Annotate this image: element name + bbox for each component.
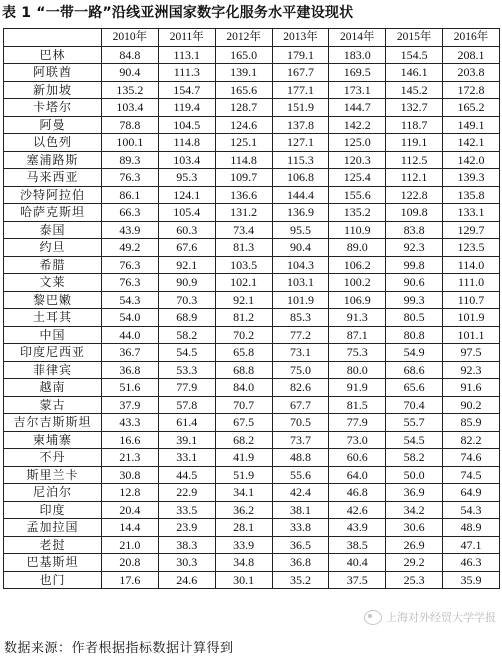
value-cell: 37.9 (102, 396, 159, 414)
value-cell: 36.8 (102, 361, 159, 379)
value-cell: 89.3 (102, 151, 159, 169)
value-cell: 38.1 (272, 501, 329, 519)
value-cell: 73.4 (215, 221, 272, 239)
value-cell: 115.3 (272, 151, 329, 169)
table-row (4, 396, 500, 414)
value-cell: 83.8 (386, 221, 443, 239)
country-cell: 吉尔吉斯斯坦 (4, 414, 102, 432)
country-cell: 塞浦路斯 (4, 151, 102, 169)
value-cell: 109.7 (215, 169, 272, 187)
table-row (4, 221, 500, 239)
value-cell: 91.9 (329, 379, 386, 397)
value-cell: 51.6 (102, 379, 159, 397)
value-cell: 70.7 (215, 396, 272, 414)
value-cell: 208.1 (443, 46, 500, 64)
table-row (4, 431, 500, 449)
value-cell: 30.1 (215, 571, 272, 589)
value-cell: 90.9 (158, 274, 215, 292)
value-cell: 54.3 (102, 291, 159, 309)
country-cell: 约旦 (4, 239, 102, 257)
value-cell: 67.7 (272, 396, 329, 414)
table-row (4, 239, 500, 257)
value-cell: 29.2 (386, 554, 443, 572)
value-cell: 36.2 (215, 501, 272, 519)
value-cell: 99.8 (386, 256, 443, 274)
value-cell: 123.5 (443, 239, 500, 257)
country-cell: 菲律宾 (4, 361, 102, 379)
value-cell: 26.9 (386, 536, 443, 554)
country-cell: 巴林 (4, 46, 102, 64)
value-cell: 142.0 (443, 151, 500, 169)
country-cell: 卡塔尔 (4, 99, 102, 117)
country-cell: 中国 (4, 326, 102, 344)
value-cell: 183.0 (329, 46, 386, 64)
value-cell: 37.5 (329, 571, 386, 589)
value-cell: 68.6 (386, 361, 443, 379)
table-row (4, 256, 500, 274)
value-cell: 131.2 (215, 204, 272, 222)
country-cell: 柬埔寨 (4, 431, 102, 449)
value-cell: 68.9 (158, 309, 215, 327)
country-cell: 孟加拉国 (4, 519, 102, 537)
value-cell: 66.3 (102, 204, 159, 222)
value-cell: 78.8 (102, 116, 159, 134)
country-cell: 黎巴嫩 (4, 291, 102, 309)
value-cell: 20.4 (102, 501, 159, 519)
value-cell: 30.3 (158, 554, 215, 572)
table-row (4, 379, 500, 397)
value-cell: 33.1 (158, 449, 215, 467)
value-cell: 85.9 (443, 414, 500, 432)
value-cell: 145.2 (386, 81, 443, 99)
table-row (4, 326, 500, 344)
value-cell: 58.2 (158, 326, 215, 344)
value-cell: 101.9 (272, 291, 329, 309)
value-cell: 40.4 (329, 554, 386, 572)
value-cell: 104.5 (158, 116, 215, 134)
column-header: 2013年 (272, 29, 329, 47)
country-cell: 土耳其 (4, 309, 102, 327)
wechat-icon (364, 610, 382, 625)
value-cell: 149.1 (443, 116, 500, 134)
country-cell: 新加坡 (4, 81, 102, 99)
value-cell: 76.3 (102, 169, 159, 187)
value-cell: 114.8 (158, 134, 215, 152)
value-cell: 102.1 (215, 274, 272, 292)
value-cell: 109.8 (386, 204, 443, 222)
value-cell: 84.0 (215, 379, 272, 397)
value-cell: 90.4 (102, 64, 159, 82)
value-cell: 80.8 (386, 326, 443, 344)
value-cell: 144.4 (272, 186, 329, 204)
value-cell: 33.8 (272, 519, 329, 537)
country-cell: 泰国 (4, 221, 102, 239)
value-cell: 127.1 (272, 134, 329, 152)
value-cell: 44.0 (102, 326, 159, 344)
value-cell: 103.1 (272, 274, 329, 292)
value-cell: 22.9 (158, 484, 215, 502)
value-cell: 103.4 (102, 99, 159, 117)
value-cell: 77.2 (272, 326, 329, 344)
value-cell: 154.7 (158, 81, 215, 99)
value-cell: 48.8 (272, 449, 329, 467)
column-header: 2014年 (329, 29, 386, 47)
value-cell: 144.7 (329, 99, 386, 117)
value-cell: 80.5 (386, 309, 443, 327)
country-cell: 斯里兰卡 (4, 466, 102, 484)
table-row (4, 274, 500, 292)
value-cell: 177.1 (272, 81, 329, 99)
value-cell: 21.0 (102, 536, 159, 554)
table-row (4, 519, 500, 537)
value-cell: 139.3 (443, 169, 500, 187)
value-cell: 95.5 (272, 221, 329, 239)
table-row (4, 484, 500, 502)
value-cell: 70.2 (215, 326, 272, 344)
country-cell: 尼泊尔 (4, 484, 102, 502)
value-cell: 136.9 (272, 204, 329, 222)
value-cell: 67.5 (215, 414, 272, 432)
value-cell: 54.9 (386, 344, 443, 362)
value-cell: 44.5 (158, 466, 215, 484)
value-cell: 80.0 (329, 361, 386, 379)
country-cell: 巴基斯坦 (4, 554, 102, 572)
table-row (4, 81, 500, 99)
table-row (4, 466, 500, 484)
value-cell: 33.5 (158, 501, 215, 519)
value-cell: 12.8 (102, 484, 159, 502)
column-header: 2015年 (386, 29, 443, 47)
table-row (4, 309, 500, 327)
value-cell: 124.1 (158, 186, 215, 204)
value-cell: 106.2 (329, 256, 386, 274)
country-cell: 印度尼西亚 (4, 344, 102, 362)
column-header (4, 29, 102, 47)
table-row (4, 64, 500, 82)
table-row (4, 169, 500, 187)
country-cell: 马来西亚 (4, 169, 102, 187)
value-cell: 42.6 (329, 501, 386, 519)
value-cell: 100.1 (102, 134, 159, 152)
value-cell: 60.3 (158, 221, 215, 239)
country-cell: 希腊 (4, 256, 102, 274)
value-cell: 114.8 (215, 151, 272, 169)
country-cell: 印度 (4, 501, 102, 519)
value-cell: 39.1 (158, 431, 215, 449)
value-cell: 55.6 (272, 466, 329, 484)
value-cell: 111.3 (158, 64, 215, 82)
value-cell: 70.3 (158, 291, 215, 309)
value-cell: 77.9 (329, 414, 386, 432)
value-cell: 34.8 (215, 554, 272, 572)
value-cell: 135.8 (443, 186, 500, 204)
value-cell: 30.8 (102, 466, 159, 484)
value-cell: 24.6 (158, 571, 215, 589)
value-cell: 73.7 (272, 431, 329, 449)
value-cell: 38.5 (329, 536, 386, 554)
value-cell: 76.3 (102, 256, 159, 274)
value-cell: 50.0 (386, 466, 443, 484)
column-header: 2016年 (443, 29, 500, 47)
value-cell: 137.8 (272, 116, 329, 134)
value-cell: 43.3 (102, 414, 159, 432)
value-cell: 43.9 (102, 221, 159, 239)
value-cell: 61.4 (158, 414, 215, 432)
table-row (4, 344, 500, 362)
value-cell: 125.1 (215, 134, 272, 152)
value-cell: 101.1 (443, 326, 500, 344)
value-cell: 36.8 (272, 554, 329, 572)
value-cell: 35.2 (272, 571, 329, 589)
value-cell: 172.8 (443, 81, 500, 99)
value-cell: 47.1 (443, 536, 500, 554)
value-cell: 73.0 (329, 431, 386, 449)
country-cell: 也门 (4, 571, 102, 589)
value-cell: 76.3 (102, 274, 159, 292)
table-row (4, 361, 500, 379)
value-cell: 97.5 (443, 344, 500, 362)
value-cell: 25.3 (386, 571, 443, 589)
value-cell: 122.8 (386, 186, 443, 204)
table-row (4, 501, 500, 519)
value-cell: 70.4 (386, 396, 443, 414)
value-cell: 35.9 (443, 571, 500, 589)
value-cell: 33.9 (215, 536, 272, 554)
value-cell: 105.4 (158, 204, 215, 222)
value-cell: 91.3 (329, 309, 386, 327)
value-cell: 146.1 (386, 64, 443, 82)
table-row (4, 554, 500, 572)
table-body (4, 46, 500, 589)
value-cell: 125.4 (329, 169, 386, 187)
value-cell: 128.7 (215, 99, 272, 117)
value-cell: 17.6 (102, 571, 159, 589)
value-cell: 173.1 (329, 81, 386, 99)
value-cell: 81.3 (215, 239, 272, 257)
country-cell: 蒙古 (4, 396, 102, 414)
column-header: 2010年 (102, 29, 159, 47)
value-cell: 155.6 (329, 186, 386, 204)
value-cell: 75.3 (329, 344, 386, 362)
table-row (4, 536, 500, 554)
value-cell: 36.7 (102, 344, 159, 362)
value-cell: 48.9 (443, 519, 500, 537)
value-cell: 41.9 (215, 449, 272, 467)
value-cell: 92.1 (215, 291, 272, 309)
value-cell: 84.8 (102, 46, 159, 64)
value-cell: 54.5 (386, 431, 443, 449)
value-cell: 74.6 (443, 449, 500, 467)
value-cell: 21.3 (102, 449, 159, 467)
data-table (3, 28, 500, 589)
column-header: 2011年 (158, 29, 215, 47)
value-cell: 34.1 (215, 484, 272, 502)
value-cell: 81.2 (215, 309, 272, 327)
value-cell: 120.3 (329, 151, 386, 169)
table-row (4, 186, 500, 204)
value-cell: 54.5 (158, 344, 215, 362)
value-cell: 112.5 (386, 151, 443, 169)
value-cell: 65.6 (386, 379, 443, 397)
value-cell: 28.1 (215, 519, 272, 537)
value-cell: 14.4 (102, 519, 159, 537)
value-cell: 106.8 (272, 169, 329, 187)
value-cell: 133.1 (443, 204, 500, 222)
value-cell: 112.1 (386, 169, 443, 187)
value-cell: 43.9 (329, 519, 386, 537)
value-cell: 55.7 (386, 414, 443, 432)
value-cell: 90.6 (386, 274, 443, 292)
value-cell: 54.0 (102, 309, 159, 327)
country-cell: 越南 (4, 379, 102, 397)
value-cell: 91.6 (443, 379, 500, 397)
value-cell: 85.3 (272, 309, 329, 327)
value-cell: 114.0 (443, 256, 500, 274)
value-cell: 64.9 (443, 484, 500, 502)
table-row (4, 151, 500, 169)
value-cell: 60.6 (329, 449, 386, 467)
watermark (364, 609, 496, 625)
value-cell: 135.2 (329, 204, 386, 222)
value-cell: 90.2 (443, 396, 500, 414)
value-cell: 64.0 (329, 466, 386, 484)
watermark-text: 上海对外经贸大学学报 (386, 611, 496, 624)
value-cell: 68.8 (215, 361, 272, 379)
value-cell: 49.2 (102, 239, 159, 257)
table-row (4, 46, 500, 64)
value-cell: 165.6 (215, 81, 272, 99)
value-cell: 111.0 (443, 274, 500, 292)
value-cell: 68.2 (215, 431, 272, 449)
value-cell: 75.0 (272, 361, 329, 379)
value-cell: 73.1 (272, 344, 329, 362)
value-cell: 70.5 (272, 414, 329, 432)
value-cell: 129.7 (443, 221, 500, 239)
value-cell: 154.5 (386, 46, 443, 64)
value-cell: 139.1 (215, 64, 272, 82)
value-cell: 103.4 (158, 151, 215, 169)
value-cell: 118.7 (386, 116, 443, 134)
value-cell: 82.6 (272, 379, 329, 397)
value-cell: 142.1 (443, 134, 500, 152)
value-cell: 179.1 (272, 46, 329, 64)
table-row (4, 116, 500, 134)
value-cell: 46.3 (443, 554, 500, 572)
value-cell: 87.1 (329, 326, 386, 344)
value-cell: 57.8 (158, 396, 215, 414)
country-cell: 老挝 (4, 536, 102, 554)
value-cell: 119.1 (386, 134, 443, 152)
country-cell: 阿曼 (4, 116, 102, 134)
value-cell: 89.0 (329, 239, 386, 257)
value-cell: 38.3 (158, 536, 215, 554)
country-cell: 哈萨克斯坦 (4, 204, 102, 222)
value-cell: 46.8 (329, 484, 386, 502)
value-cell: 20.8 (102, 554, 159, 572)
value-cell: 95.3 (158, 169, 215, 187)
value-cell: 151.9 (272, 99, 329, 117)
country-cell: 以色列 (4, 134, 102, 152)
column-header: 2012年 (215, 29, 272, 47)
value-cell: 113.1 (158, 46, 215, 64)
value-cell: 110.7 (443, 291, 500, 309)
value-cell: 81.5 (329, 396, 386, 414)
value-cell: 42.4 (272, 484, 329, 502)
country-cell: 沙特阿拉伯 (4, 186, 102, 204)
value-cell: 142.2 (329, 116, 386, 134)
value-cell: 104.3 (272, 256, 329, 274)
value-cell: 165.0 (215, 46, 272, 64)
value-cell: 54.3 (443, 501, 500, 519)
value-cell: 135.2 (102, 81, 159, 99)
table-title: 表 1 “一带一路”沿线亚洲国家数字化服务水平建设现状 (2, 5, 354, 21)
table-row (4, 291, 500, 309)
value-cell: 82.2 (443, 431, 500, 449)
value-cell: 23.9 (158, 519, 215, 537)
value-cell: 167.7 (272, 64, 329, 82)
table-row (4, 571, 500, 589)
value-cell: 77.9 (158, 379, 215, 397)
table-row (4, 99, 500, 117)
value-cell: 16.6 (102, 431, 159, 449)
value-cell: 101.9 (443, 309, 500, 327)
value-cell: 34.2 (386, 501, 443, 519)
value-cell: 90.4 (272, 239, 329, 257)
value-cell: 86.1 (102, 186, 159, 204)
value-cell: 203.8 (443, 64, 500, 82)
table-row (4, 449, 500, 467)
value-cell: 67.6 (158, 239, 215, 257)
value-cell: 110.9 (329, 221, 386, 239)
table-row (4, 204, 500, 222)
value-cell: 74.5 (443, 466, 500, 484)
country-cell: 文莱 (4, 274, 102, 292)
value-cell: 51.9 (215, 466, 272, 484)
value-cell: 92.3 (386, 239, 443, 257)
value-cell: 136.6 (215, 186, 272, 204)
value-cell: 125.0 (329, 134, 386, 152)
value-cell: 65.8 (215, 344, 272, 362)
value-cell: 132.7 (386, 99, 443, 117)
value-cell: 100.2 (329, 274, 386, 292)
value-cell: 103.5 (215, 256, 272, 274)
header-row (4, 29, 500, 47)
value-cell: 36.5 (272, 536, 329, 554)
value-cell: 124.6 (215, 116, 272, 134)
source-note: 数据来源：作者根据指标数据计算得到 (4, 641, 234, 656)
value-cell: 58.2 (386, 449, 443, 467)
value-cell: 99.3 (386, 291, 443, 309)
value-cell: 169.5 (329, 64, 386, 82)
country-cell: 不丹 (4, 449, 102, 467)
value-cell: 106.9 (329, 291, 386, 309)
value-cell: 92.1 (158, 256, 215, 274)
value-cell: 53.3 (158, 361, 215, 379)
value-cell: 119.4 (158, 99, 215, 117)
country-cell: 阿联酋 (4, 64, 102, 82)
value-cell: 36.9 (386, 484, 443, 502)
value-cell: 30.6 (386, 519, 443, 537)
table-row (4, 134, 500, 152)
table-row (4, 414, 500, 432)
value-cell: 92.3 (443, 361, 500, 379)
value-cell: 165.2 (443, 99, 500, 117)
